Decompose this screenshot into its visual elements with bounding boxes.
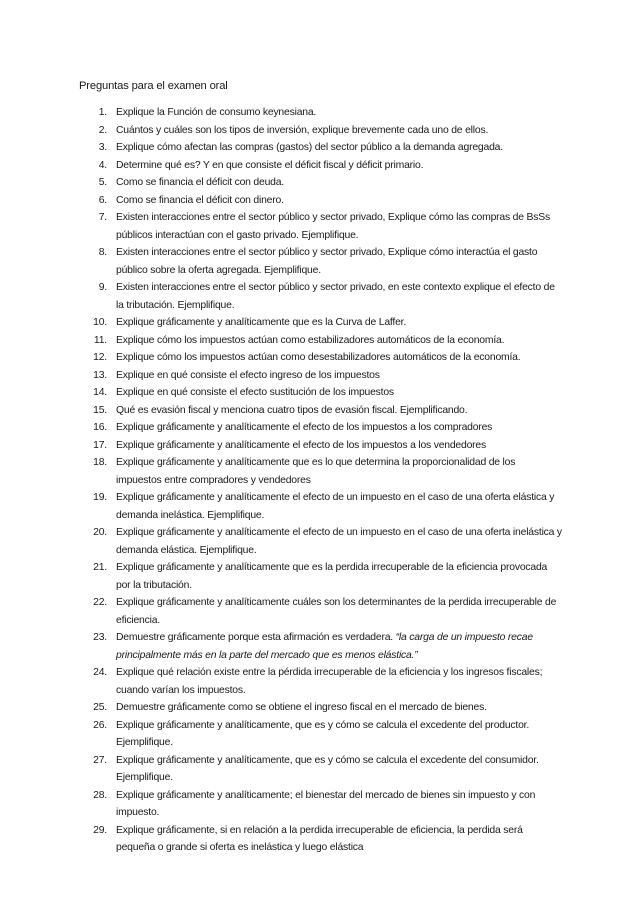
list-item [79,664,562,699]
item-number: 12. [93,352,107,363]
item-text: Explique gráficamente y analíticamente el efecto de un impuesto en el caso de una oferta elástica y demanda inelástica. Ejemplifique. [116,492,555,521]
list-item [79,402,562,420]
item-text: Explique gráficamente y analíticamente, que es y cómo se calcula el excedente del productor. Ejemplifique. [116,719,530,748]
item-number: 26. [93,719,107,731]
item-number: 28. [93,789,107,801]
item-text: Cuántos y cuáles son los tipos de inversión, explique brevemente cada uno de ellos. [116,124,489,136]
item-text: Explique cómo los impuestos actúan como estabilizadores automáticos de la economía. [116,334,505,346]
item-text-plain: Demuestre gráficamente porque esta afirmación es verdadera. [116,632,396,643]
item-text-quote: “la carga de un impuesto recae principalmente más en la parte del mercado que es menos elástica.” [116,632,533,661]
list-item [79,419,562,437]
item-text: Explique gráficamente y analíticamente que es la Curva de Laffer. [116,317,407,328]
item-text: Explique gráficamente y analíticamente cuáles son los determinantes de la perdida irrecuperable de eficiencia. [116,597,557,626]
item-number: 1. [98,107,107,118]
item-number: 11. [93,334,107,346]
item-number: 25. [93,702,107,713]
item-number: 4. [98,159,107,171]
item-number: 29. [93,824,107,836]
page-title: Preguntas para el examen oral [79,80,228,92]
item-number: 21. [93,562,107,573]
list-item [79,244,562,279]
item-number: 16. [93,422,107,433]
list-item [79,367,562,385]
list-item [79,279,562,314]
item-number: 9. [98,282,107,293]
list-item [79,717,562,752]
item-number: 6. [98,194,107,206]
question-list [79,104,562,857]
list-item [79,139,562,157]
item-text: Explique gráficamente y analíticamente el efecto de los impuestos a los vendedores [116,439,487,451]
list-item [79,699,562,717]
item-number: 15. [93,404,107,416]
list-item [79,349,562,367]
item-text: Qué es evasión fiscal y menciona cuatro tipos de evasión fiscal. Ejemplificando. [116,404,468,416]
item-number: 27. [93,754,107,766]
list-item [79,787,562,822]
list-item [79,332,562,350]
item-number: 24. [93,667,107,678]
item-text: Explique gráficamente y analíticamente el efecto de un impuesto en el caso de una oferta inelástica y demanda elástica. Ejemplifique. [116,527,562,556]
list-item [79,384,562,402]
item-text: Explique cómo los impuestos actúan como desestabilizadores automáticos de la economía. [116,352,521,363]
list-item [79,437,562,455]
list-item [79,104,562,122]
item-text: Explique en qué consiste el efecto sustitución de los impuestos [116,387,394,398]
item-number: 14. [93,387,107,398]
item-text: Explique qué relación existe entre la pérdida irrecuperable de la eficiencia y los ingresos fiscales; cuando varían los impuestos. [116,667,543,696]
item-text: Existen interacciones entre el sector público y sector privado, en este contexto explique el efecto de la tributación. Ejemplifique. [116,282,555,311]
item-text: Como se financia el déficit con deuda. [116,177,284,188]
list-item [79,192,562,210]
item-text: Demuestre gráficamente como se obtiene el ingreso fiscal en el mercado de bienes. [116,702,487,713]
item-text [116,629,562,664]
item-number: 23. [93,632,107,643]
item-text: Explique gráficamente, si en relación a la perdida irrecuperable de eficiencia, la perdida será pequeña o grande si oferta es inelástica y luego elástica [116,824,523,853]
item-text: Explique gráficamente y analíticamente que es lo que determina la proporcionalidad de los impuestos entre compradores y vendedores [116,457,516,486]
item-number: 18. [93,457,107,468]
item-number: 7. [98,212,107,223]
item-text: Explique gráficamente y analíticamente el efecto de los impuestos a los compradores [116,422,493,433]
item-text: Explique cómo afectan las compras (gastos) del sector público a la demanda agregada. [116,142,503,153]
item-number: 3. [98,142,107,153]
list-item [79,122,562,140]
list-item [79,752,562,787]
list-item [79,314,562,332]
list-item [79,157,562,175]
item-number: 20. [93,527,107,538]
item-text: Determine qué es? Y en que consiste el déficit fiscal y déficit primario. [116,159,424,171]
list-item [79,489,562,524]
list-item [79,209,562,244]
list-item [79,174,562,192]
item-text: Explique gráficamente y analíticamente, que es y cómo se calcula el excedente del consumidor. Ejemplifique. [116,754,539,783]
item-number: 19. [93,492,107,503]
item-number: 2. [98,124,107,136]
list-item [79,822,562,857]
item-text: Como se financia el déficit con dinero. [116,194,284,206]
item-text: Explique la Función de consumo keynesiana. [116,107,317,118]
list-item [79,594,562,629]
item-number: 13. [93,369,107,381]
item-number: 5. [98,177,107,188]
item-text: Explique gráficamente y analíticamente; el bienestar del mercado de bienes sin impuesto y con impuesto. [116,789,536,818]
list-item [79,524,562,559]
list-item [79,559,562,594]
item-text: Existen interacciones entre el sector público y sector privado, Explique cómo las compras de BsSs públicos interactúan con el gasto privado. Ejemplifique. [116,212,550,241]
list-item [79,454,562,489]
item-number: 8. [98,247,107,258]
item-number: 17. [93,439,107,451]
list-item [79,629,562,664]
item-text: Explique gráficamente y analíticamente que es la perdida irrecuperable de la eficiencia provocada por la tributación. [116,562,548,591]
item-text: Existen interacciones entre el sector público y sector privado, Explique cómo interactúa el gasto público sobre la oferta agregada. Ejemplifique. [116,247,538,276]
item-number: 10. [93,317,107,328]
item-number: 22. [93,597,107,608]
item-text: Explique en qué consiste el efecto ingreso de los impuestos [116,369,380,381]
